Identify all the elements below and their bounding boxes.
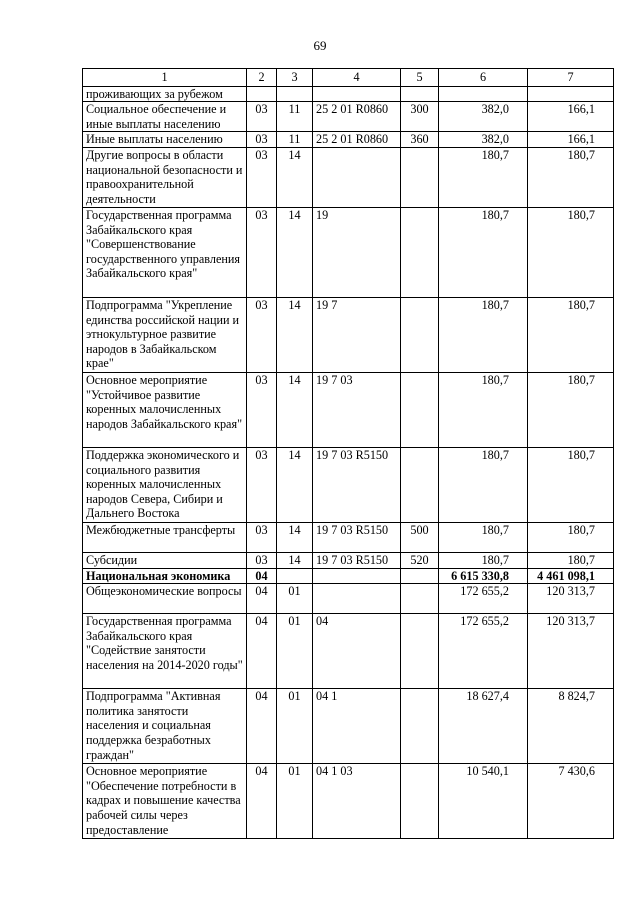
expense-type-cell: 500 bbox=[401, 522, 439, 552]
table-row bbox=[83, 86, 614, 102]
amount-col6-cell: 180,7 bbox=[439, 147, 528, 207]
expense-type-cell bbox=[401, 568, 439, 584]
target-article-cell: 04 bbox=[313, 614, 401, 689]
section-code-cell: 04 bbox=[247, 568, 277, 584]
expense-type-cell bbox=[401, 147, 439, 207]
section-code-cell: 03 bbox=[247, 447, 277, 522]
target-article-cell: 04 1 03 bbox=[313, 764, 401, 839]
expense-type-cell: 360 bbox=[401, 132, 439, 148]
row-name-cell: Национальная экономика bbox=[83, 568, 247, 584]
table-row bbox=[83, 689, 614, 764]
header-cell-3: 3 bbox=[277, 69, 313, 87]
amount-col7-cell: 180,7 bbox=[528, 207, 614, 297]
amount-col6-cell: 180,7 bbox=[439, 552, 528, 568]
amount-col7-cell: 180,7 bbox=[528, 147, 614, 207]
amount-col7-cell: 4 461 098,1 bbox=[528, 568, 614, 584]
row-name-cell: проживающих за рубежом bbox=[83, 86, 247, 102]
target-article-cell: 19 7 03 R5150 bbox=[313, 447, 401, 522]
section-code-cell bbox=[247, 86, 277, 102]
header-cell-6: 6 bbox=[439, 69, 528, 87]
expense-type-cell bbox=[401, 614, 439, 689]
section-code-cell: 04 bbox=[247, 584, 277, 614]
amount-col6-cell bbox=[439, 86, 528, 102]
header-cell-7: 7 bbox=[528, 69, 614, 87]
row-name-cell: Государственная программа Забайкальского края "Совершенствование государственного управления Забайкальского края" bbox=[83, 207, 247, 297]
table-row bbox=[83, 614, 614, 689]
expense-type-cell bbox=[401, 297, 439, 372]
table-row bbox=[83, 372, 614, 447]
row-name-cell: Поддержка экономического и социального развития коренных малочисленных народов Севера, Сибири и Дальнего Востока bbox=[83, 447, 247, 522]
budget-table bbox=[82, 68, 614, 839]
amount-col7-cell: 180,7 bbox=[528, 447, 614, 522]
table-row bbox=[83, 764, 614, 839]
amount-col7-cell: 8 824,7 bbox=[528, 689, 614, 764]
subsection-code-cell: 14 bbox=[277, 297, 313, 372]
expense-type-cell bbox=[401, 86, 439, 102]
target-article-cell: 19 bbox=[313, 207, 401, 297]
amount-col6-cell: 10 540,1 bbox=[439, 764, 528, 839]
target-article-cell bbox=[313, 568, 401, 584]
target-article-cell bbox=[313, 584, 401, 614]
amount-col6-cell: 180,7 bbox=[439, 522, 528, 552]
subsection-code-cell: 14 bbox=[277, 372, 313, 447]
subsection-code-cell bbox=[277, 568, 313, 584]
row-name-cell: Межбюджетные трансферты bbox=[83, 522, 247, 552]
section-code-cell: 03 bbox=[247, 207, 277, 297]
amount-col7-cell: 120 313,7 bbox=[528, 584, 614, 614]
table-row bbox=[83, 297, 614, 372]
amount-col6-cell: 180,7 bbox=[439, 447, 528, 522]
row-name-cell: Субсидии bbox=[83, 552, 247, 568]
target-article-cell: 19 7 03 R5150 bbox=[313, 522, 401, 552]
amount-col7-cell: 166,1 bbox=[528, 132, 614, 148]
expense-type-cell bbox=[401, 207, 439, 297]
row-name-cell: Основное мероприятие "Устойчивое развитие коренных малочисленных народов Забайкальского края" bbox=[83, 372, 247, 447]
table-row bbox=[83, 568, 614, 584]
section-code-cell: 03 bbox=[247, 552, 277, 568]
amount-col7-cell: 120 313,7 bbox=[528, 614, 614, 689]
amount-col6-cell: 180,7 bbox=[439, 372, 528, 447]
row-name-cell: Подпрограмма "Активная политика занятости населения и социальная поддержка безработных граждан" bbox=[83, 689, 247, 764]
header-cell-2: 2 bbox=[247, 69, 277, 87]
amount-col7-cell: 180,7 bbox=[528, 297, 614, 372]
amount-col7-cell: 180,7 bbox=[528, 552, 614, 568]
amount-col6-cell: 382,0 bbox=[439, 132, 528, 148]
section-code-cell: 03 bbox=[247, 132, 277, 148]
table-row bbox=[83, 447, 614, 522]
row-name-cell: Подпрограмма "Укрепление единства российской нации и этнокультурное развитие народов в Забайкальском крае" bbox=[83, 297, 247, 372]
target-article-cell: 04 1 bbox=[313, 689, 401, 764]
expense-type-cell bbox=[401, 584, 439, 614]
amount-col6-cell: 6 615 330,8 bbox=[439, 568, 528, 584]
row-name-cell: Основное мероприятие "Обеспечение потребности в кадрах и повышение качества рабочей силы через предоставление bbox=[83, 764, 247, 839]
expense-type-cell bbox=[401, 689, 439, 764]
page-number: 69 bbox=[313, 38, 327, 53]
header-cell-4: 4 bbox=[313, 69, 401, 87]
row-name-cell: Государственная программа Забайкальского края "Содействие занятости населения на 2014-2020 годы" bbox=[83, 614, 247, 689]
subsection-code-cell: 14 bbox=[277, 552, 313, 568]
amount-col7-cell: 166,1 bbox=[528, 102, 614, 132]
subsection-code-cell: 11 bbox=[277, 102, 313, 132]
subsection-code-cell: 14 bbox=[277, 147, 313, 207]
section-code-cell: 04 bbox=[247, 614, 277, 689]
row-name-cell: Другие вопросы в области национальной безопасности и правоохранительной деятельности bbox=[83, 147, 247, 207]
section-code-cell: 04 bbox=[247, 689, 277, 764]
row-name-cell: Общеэкономические вопросы bbox=[83, 584, 247, 614]
section-code-cell: 04 bbox=[247, 764, 277, 839]
amount-col7-cell: 7 430,6 bbox=[528, 764, 614, 839]
expense-type-cell bbox=[401, 447, 439, 522]
amount-col6-cell: 180,7 bbox=[439, 207, 528, 297]
expense-type-cell bbox=[401, 372, 439, 447]
row-name-cell: Иные выплаты населению bbox=[83, 132, 247, 148]
subsection-code-cell: 01 bbox=[277, 584, 313, 614]
table-row bbox=[83, 584, 614, 614]
subsection-code-cell: 01 bbox=[277, 689, 313, 764]
table-row bbox=[83, 147, 614, 207]
target-article-cell: 25 2 01 R0860 bbox=[313, 102, 401, 132]
subsection-code-cell: 14 bbox=[277, 447, 313, 522]
target-article-cell bbox=[313, 147, 401, 207]
table-header-row bbox=[83, 69, 614, 87]
amount-col7-cell: 180,7 bbox=[528, 522, 614, 552]
expense-type-cell: 300 bbox=[401, 102, 439, 132]
subsection-code-cell: 01 bbox=[277, 614, 313, 689]
row-name-cell: Социальное обеспечение и иные выплаты населению bbox=[83, 102, 247, 132]
target-article-cell bbox=[313, 86, 401, 102]
subsection-code-cell: 01 bbox=[277, 764, 313, 839]
table-row bbox=[83, 522, 614, 552]
table-row bbox=[83, 552, 614, 568]
expense-type-cell bbox=[401, 764, 439, 839]
target-article-cell: 25 2 01 R0860 bbox=[313, 132, 401, 148]
header-cell-5: 5 bbox=[401, 69, 439, 87]
target-article-cell: 19 7 03 bbox=[313, 372, 401, 447]
section-code-cell: 03 bbox=[247, 297, 277, 372]
amount-col6-cell: 180,7 bbox=[439, 297, 528, 372]
subsection-code-cell: 14 bbox=[277, 522, 313, 552]
amount-col7-cell: 180,7 bbox=[528, 372, 614, 447]
expense-type-cell: 520 bbox=[401, 552, 439, 568]
header-cell-1: 1 bbox=[83, 69, 247, 87]
table-row bbox=[83, 207, 614, 297]
amount-col6-cell: 382,0 bbox=[439, 102, 528, 132]
subsection-code-cell: 14 bbox=[277, 207, 313, 297]
subsection-code-cell bbox=[277, 86, 313, 102]
amount-col7-cell bbox=[528, 86, 614, 102]
table-row bbox=[83, 102, 614, 132]
amount-col6-cell: 172 655,2 bbox=[439, 614, 528, 689]
subsection-code-cell: 11 bbox=[277, 132, 313, 148]
section-code-cell: 03 bbox=[247, 372, 277, 447]
section-code-cell: 03 bbox=[247, 522, 277, 552]
target-article-cell: 19 7 bbox=[313, 297, 401, 372]
amount-col6-cell: 172 655,2 bbox=[439, 584, 528, 614]
amount-col6-cell: 18 627,4 bbox=[439, 689, 528, 764]
section-code-cell: 03 bbox=[247, 102, 277, 132]
target-article-cell: 19 7 03 R5150 bbox=[313, 552, 401, 568]
section-code-cell: 03 bbox=[247, 147, 277, 207]
table-row bbox=[83, 132, 614, 148]
